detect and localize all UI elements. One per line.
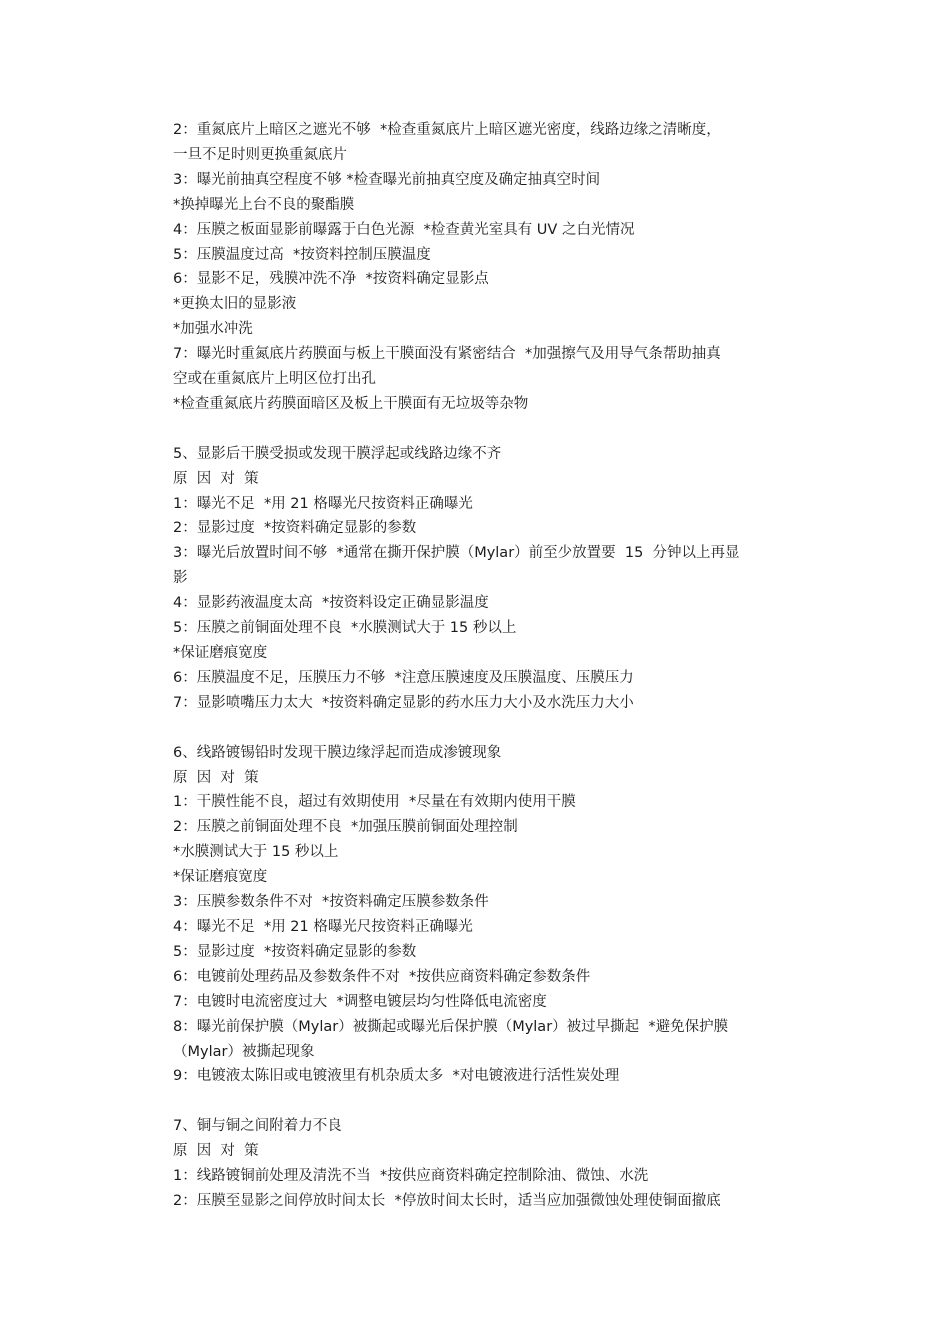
text-line: 3：曝光前抽真空程度不够 *检查曝光前抽真空度及确定抽真空时间 (173, 171, 601, 188)
text-line: 9：电镀液太陈旧或电镀液里有机杂质太多 *对电镀液进行活性炭处理 (173, 1068, 620, 1085)
blank-line (173, 1089, 813, 1114)
text-line: *加强水冲洗 (173, 321, 253, 338)
text-line: 一旦不足时则更换重氮底片 (173, 146, 347, 163)
text-line: 7、铜与铜之间附着力不良 (173, 1118, 342, 1135)
text-line: *换掉曝光上台不良的聚酯膜 (173, 196, 355, 213)
text-line: *检查重氮底片药膜面暗区及板上干膜面有无垃圾等杂物 (173, 395, 529, 412)
blank-line (173, 417, 813, 442)
document-body (173, 118, 813, 1214)
text-line: 4：显影药液温度太高 *按资料设定正确显影温度 (173, 595, 489, 612)
text-line: 1：干膜性能不良，超过有效期使用 *尽量在有效期内使用干膜 (173, 794, 576, 811)
text-line: 7：曝光时重氮底片药膜面与板上干膜面没有紧密结合 *加强擦气及用导气条帮助抽真 (173, 346, 721, 363)
text-line: 3：压膜参数条件不对 *按资料确定压膜参数条件 (173, 894, 489, 911)
text-line: 6、线路镀锡铅时发现干膜边缘浮起而造成渗镀现象 (173, 744, 502, 761)
text-line: 6：显影不足，残膜冲洗不净 *按资料确定显影点 (173, 271, 489, 288)
text-line: 影 (173, 570, 188, 587)
text-line: 5：压膜温度过高 *按资料控制压膜温度 (173, 246, 431, 263)
text-line: 5、显影后干膜受损或发现干膜浮起或线路边缘不齐 (173, 445, 502, 462)
text-line: 2：重氮底片上暗区之遮光不够 *检查重氮底片上暗区遮光密度，线路边缘之清晰度， (173, 122, 721, 138)
text-line: 5：压膜之前铜面处理不良 *水膜测试大于 15 秒以上 (173, 620, 517, 637)
text-line: 4：曝光不足 *用 21 格曝光尺按资料正确曝光 (173, 918, 473, 935)
text-line: 7：显影喷嘴压力太大 *按资料确定显影的药水压力大小及水洗压力大小 (173, 694, 634, 711)
text-line: 4：压膜之板面显影前曝露于白色光源 *检查黄光室具有 UV 之白光情况 (173, 221, 635, 238)
text-line: 7：电镀时电流密度过大 *调整电镀层均匀性降低电流密度 (173, 993, 547, 1010)
text-line: 1：曝光不足 *用 21 格曝光尺按资料正确曝光 (173, 495, 473, 512)
text-line: *保证磨痕宽度 (173, 869, 268, 886)
text-line: 3：曝光后放置时间不够 *通常在撕开保护膜（Mylar）前至少放置要 15 分钟以上再显 (173, 545, 740, 562)
text-line: 空或在重氮底片上明区位打出孔 (173, 371, 376, 388)
text-line: 8：曝光前保护膜（Mylar）被撕起或曝光后保护膜（Mylar）被过早撕起 *避免保护膜 (173, 1018, 729, 1035)
text-line: 1：线路镀铜前处理及清洗不当 *按供应商资料确定控制除油、微蚀、水洗 (173, 1168, 649, 1185)
text-line: *更换太旧的显影液 (173, 296, 297, 313)
text-line: *保证磨痕宽度 (173, 645, 268, 662)
text-line: （Mylar）被撕起现象 (173, 1043, 315, 1060)
text-line: 2：压膜至显影之间停放时间太长 *停放时间太长时，适当应加强微蚀处理使铜面撤底 (173, 1192, 721, 1209)
text-line: 原 因 对 策 (173, 470, 259, 487)
text-line: *水膜测试大于 15 秒以上 (173, 844, 339, 861)
text-line: 6：电镀前处理药品及参数条件不对 *按供应商资料确定参数条件 (173, 968, 591, 985)
text-line: 原 因 对 策 (173, 1143, 259, 1160)
text-line: 6：压膜温度不足，压膜压力不够 *注意压膜速度及压膜温度、压膜压力 (173, 669, 634, 686)
text-line: 5：显影过度 *按资料确定显影的参数 (173, 943, 417, 960)
text-line: 2：压膜之前铜面处理不良 *加强压膜前铜面处理控制 (173, 819, 518, 836)
text-line: 2：显影过度 *按资料确定显影的参数 (173, 520, 417, 537)
text-line: 原 因 对 策 (173, 769, 259, 786)
blank-line (173, 716, 813, 741)
